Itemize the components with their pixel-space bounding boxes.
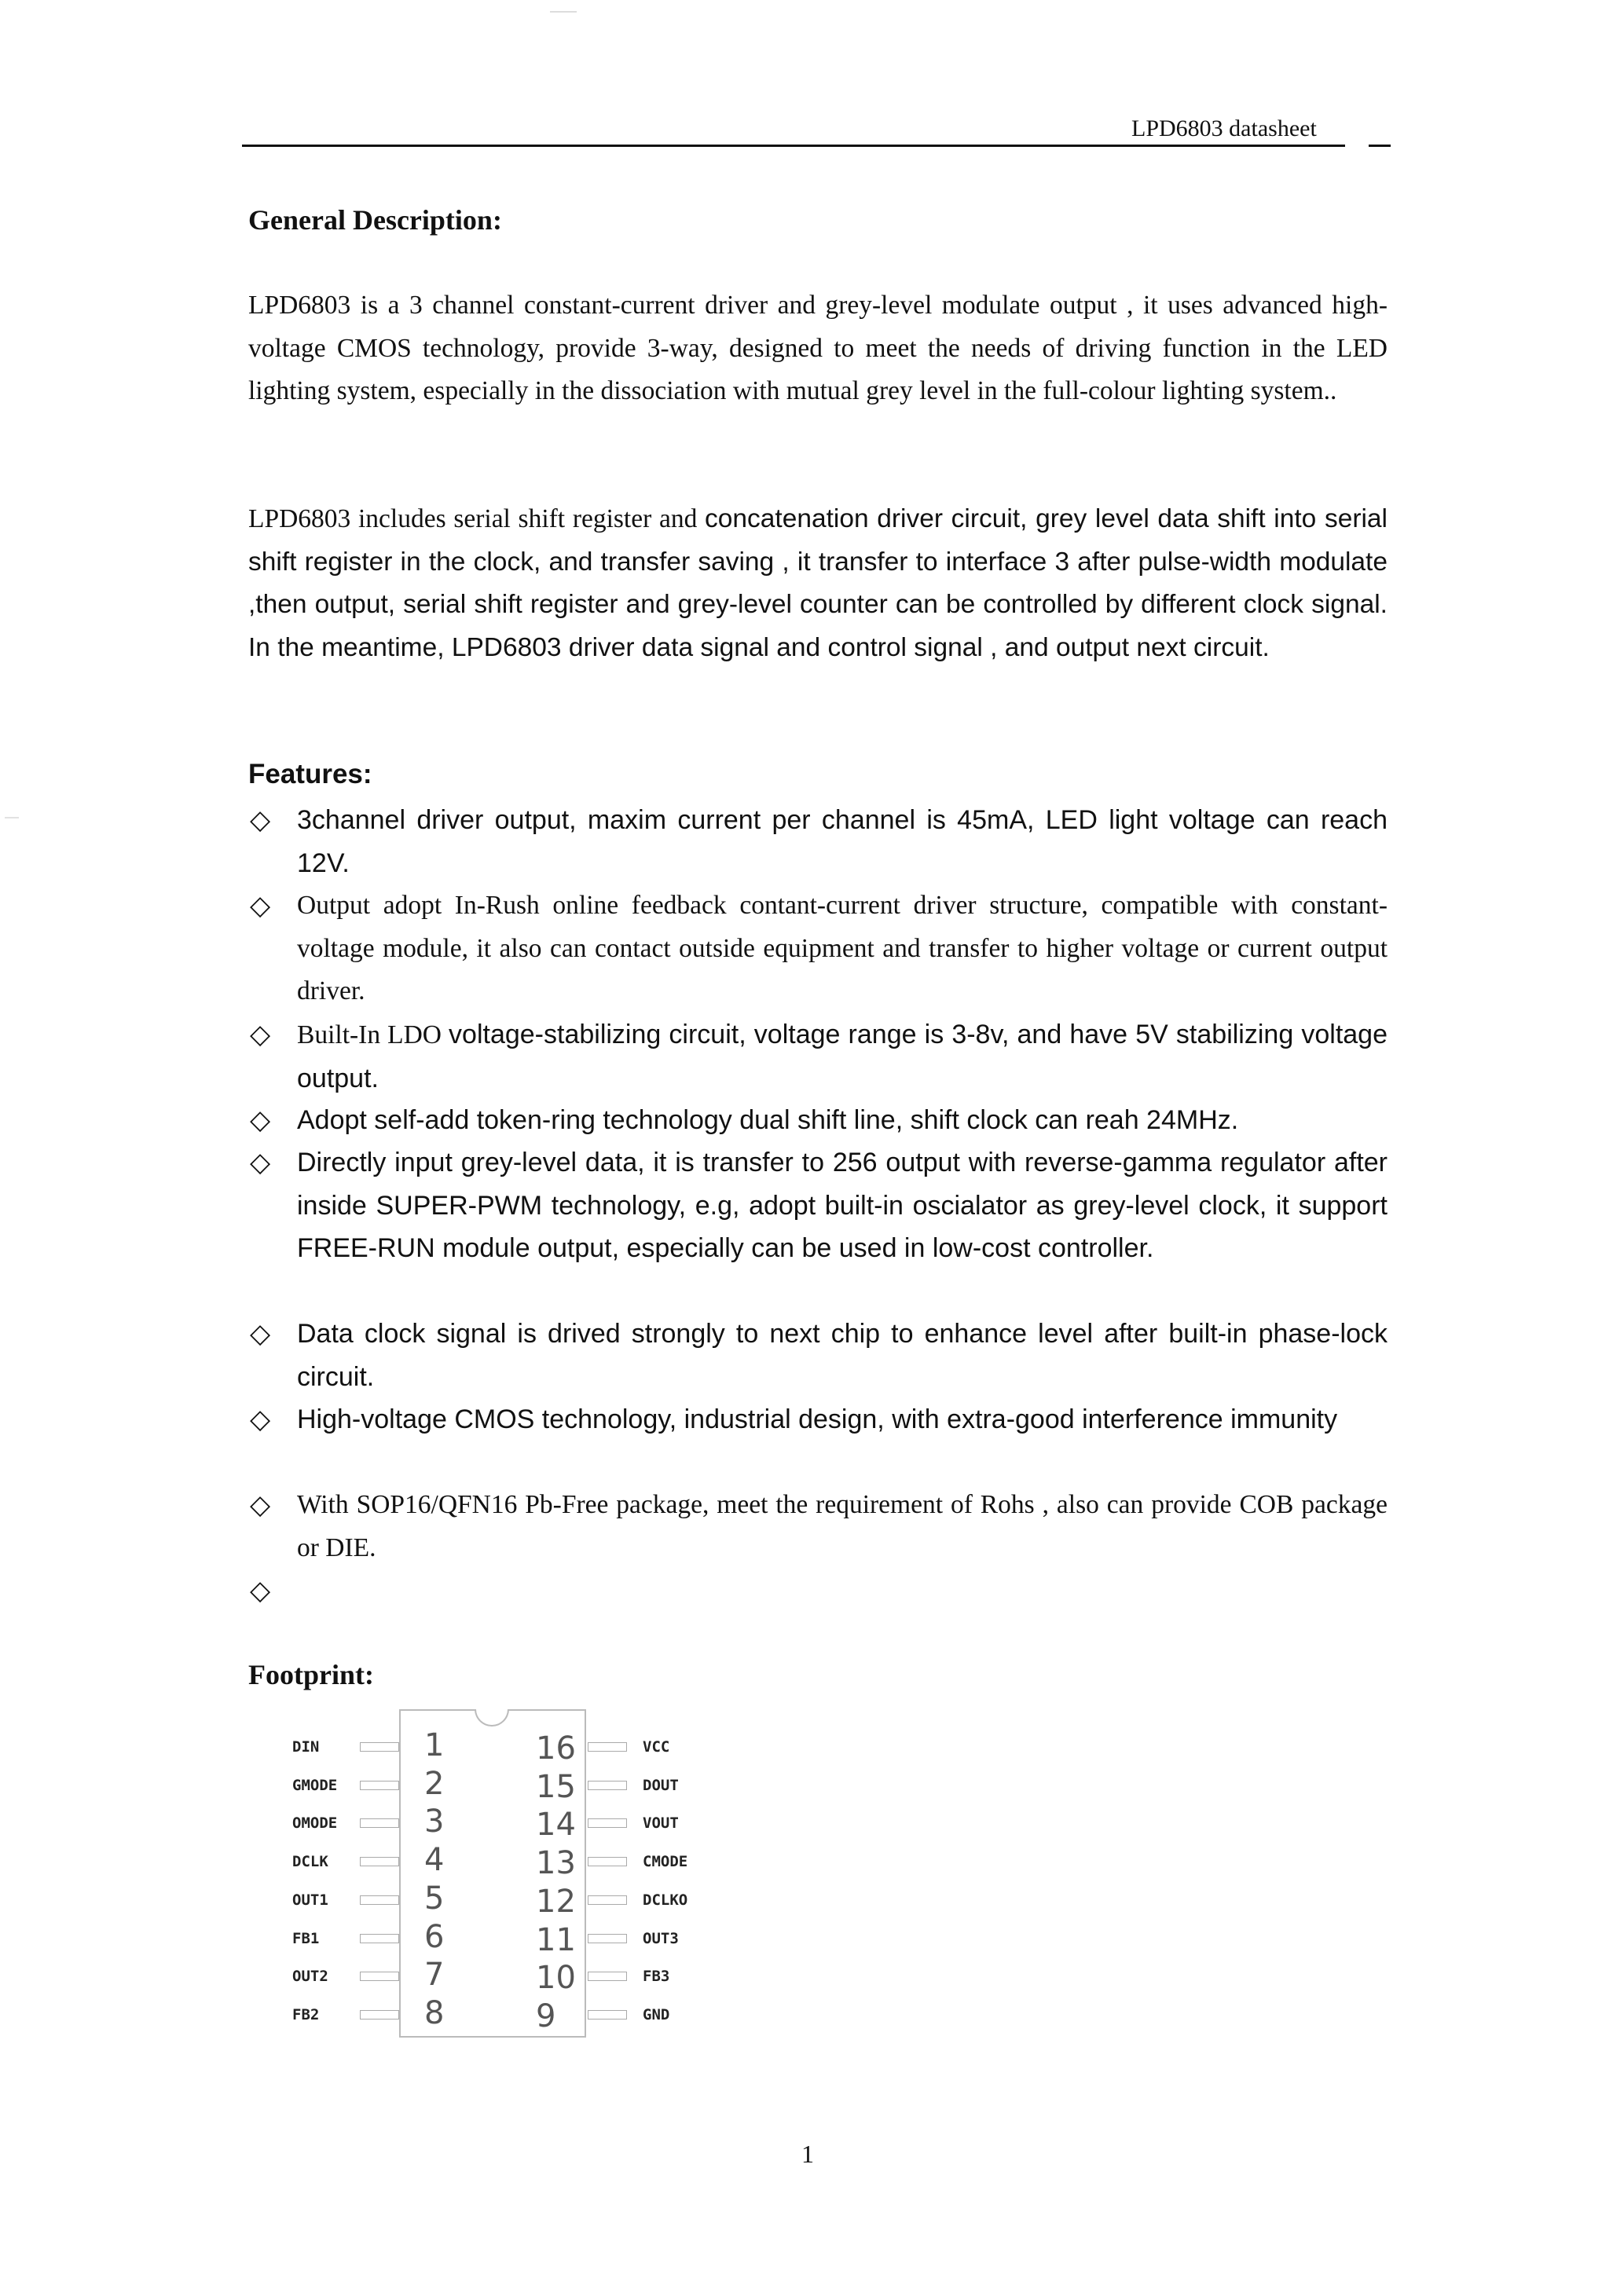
diamond-bullet-icon: ◇ xyxy=(250,1489,271,1521)
pin-number: 7 xyxy=(424,1957,445,1994)
pin-number: 12 xyxy=(536,1883,576,1920)
feature-item xyxy=(248,1398,1388,1441)
pin-label: FB1 xyxy=(292,1929,320,1947)
pin-number: 13 xyxy=(536,1845,576,1882)
pin-label: VCC xyxy=(643,1738,670,1756)
pin-number: 9 xyxy=(536,1998,556,2034)
header-title: LPD6803 datasheet xyxy=(1131,115,1317,141)
page-number: 1 xyxy=(801,2140,814,2168)
pin-number: 4 xyxy=(424,1842,445,1879)
pin-number: 6 xyxy=(424,1918,445,1955)
pin-label: DOUT xyxy=(643,1776,679,1794)
general-description-paragraph-2 xyxy=(248,498,1388,669)
footprint-heading: Footprint: xyxy=(248,1659,374,1690)
diamond-bullet-icon: ◇ xyxy=(250,1019,271,1050)
pin-label: GMODE xyxy=(292,1776,338,1794)
pin-label: DCLK xyxy=(292,1853,328,1871)
pin-label: GND xyxy=(643,2005,670,2023)
pin-label: OUT3 xyxy=(643,1929,679,1947)
pin-label: CMODE xyxy=(643,1853,688,1871)
feature-text: High-voltage CMOS technology, industrial design, with extra-good interference immunity xyxy=(297,1404,1338,1434)
pin-lead xyxy=(360,1895,399,1905)
pin-number: 11 xyxy=(536,1921,576,1958)
diamond-bullet-icon: ◇ xyxy=(250,1147,271,1178)
feature-text: Adopt self-add token-ring technology dual shift line, shift clock can reah 24MHz. xyxy=(297,1105,1239,1135)
general-description-paragraph-1: LPD6803 is a 3 channel constant-current driver and grey-level modulate output , it uses advanced high-voltage CMOS technology, provide 3-way, designed to meet the needs of driving function in the LED lighting system, especially in the dissociation with mutual grey level in the full-colour lighting system.. xyxy=(248,291,1388,405)
pin-lead xyxy=(360,1818,399,1828)
feature-item xyxy=(248,799,1388,884)
pin-label: OUT2 xyxy=(292,1968,328,1986)
paragraph-2-sans-run: concatenation driver circuit, grey level data shift into serial shift register in the clock, and transfer saving , it transfer to interface 3 after pulse-width modulate ,then output, serial shift register and grey-level counter can be controlled by different clock signal. In the meantime, LPD6803 driver data signal and control signal , and output next circuit. xyxy=(248,504,1388,662)
pin-number: 14 xyxy=(536,1807,576,1844)
feature-text: Directly input grey-level data, it is transfer to 256 output with reverse-gamma regulator after inside SUPER-PWM technology, e.g, adopt built-in oscialator as grey-level clock, it support FREE-RUN module output, especially can be used in low-cost controller. xyxy=(297,1148,1388,1263)
feature-item xyxy=(248,1099,1388,1142)
pin-label: VOUT xyxy=(643,1814,679,1833)
pin-lead xyxy=(588,1934,627,1943)
pin-label: OUT1 xyxy=(292,1891,328,1909)
general-description-heading: General Description: xyxy=(248,204,502,236)
feature-item xyxy=(248,1141,1388,1270)
pin-number: 15 xyxy=(536,1768,576,1805)
pin-lead xyxy=(588,1742,627,1752)
diamond-bullet-icon: ◇ xyxy=(250,890,271,921)
scan-mark xyxy=(5,817,19,818)
pin-lead xyxy=(360,2010,399,2020)
pin-lead xyxy=(360,1742,399,1752)
pin-lead xyxy=(588,1818,627,1828)
feature-text: 3channel driver output, maxim current per channel is 45mA, LED light voltage can reach 12V. xyxy=(297,805,1388,878)
feature-text: Built-In LDO voltage-stabilizing circuit, voltage range is 3-8v, and have 5V stabilizing voltage output. xyxy=(297,1020,1388,1093)
diamond-bullet-icon: ◇ xyxy=(250,804,271,836)
diamond-bullet-icon: ◇ xyxy=(250,1318,271,1349)
feature-item xyxy=(248,884,1388,1013)
pin-number: 5 xyxy=(424,1880,445,1917)
pin-number: 3 xyxy=(424,1803,445,1840)
pin-lead xyxy=(360,1934,399,1943)
pin-label: FB3 xyxy=(643,1968,670,1986)
diamond-bullet-icon: ◇ xyxy=(250,1575,271,1606)
pin-label: DIN xyxy=(292,1738,320,1756)
feature-text: Output adopt In-Rush online feedback contant-current driver structure, compatible with constant-voltage module, it also can contact outside equipment and transfer to higher voltage or current output driver. xyxy=(297,891,1388,1005)
pin-label: OMODE xyxy=(292,1814,338,1833)
pin-lead xyxy=(588,1972,627,1981)
pin-number: 10 xyxy=(536,1960,576,1997)
scan-mark xyxy=(550,11,577,13)
pin-number: 16 xyxy=(536,1730,576,1767)
pin-number: 1 xyxy=(424,1727,445,1763)
pin-lead xyxy=(360,1857,399,1866)
pin-label: FB2 xyxy=(292,2005,320,2023)
feature-text: With SOP16/QFN16 Pb-Free package, meet the requirement of Rohs , also can provide COB package or DIE. xyxy=(297,1490,1388,1562)
feature-text: Data clock signal is drived strongly to next chip to enhance level after built-in phase-lock circuit. xyxy=(297,1319,1388,1392)
pin-lead xyxy=(588,1857,627,1866)
pin-lead xyxy=(588,1895,627,1905)
features-heading: Features: xyxy=(248,759,372,789)
feature-item xyxy=(248,1313,1388,1398)
pin-lead xyxy=(360,1781,399,1790)
pin-number: 8 xyxy=(424,1994,445,2031)
pin-label: DCLKO xyxy=(643,1891,688,1909)
paragraph-2-serif-run: LPD6803 includes serial shift register and xyxy=(248,504,706,533)
diamond-bullet-icon: ◇ xyxy=(250,1404,271,1435)
header-rule xyxy=(242,145,1345,147)
feature-item xyxy=(248,1484,1388,1569)
header-rule-tick xyxy=(1369,145,1391,147)
feature-item xyxy=(248,1013,1388,1100)
pin-number: 2 xyxy=(424,1765,445,1802)
pin-lead xyxy=(360,1972,399,1981)
pin-lead xyxy=(588,2010,627,2020)
diamond-bullet-icon: ◇ xyxy=(250,1104,271,1136)
pin-lead xyxy=(588,1781,627,1790)
